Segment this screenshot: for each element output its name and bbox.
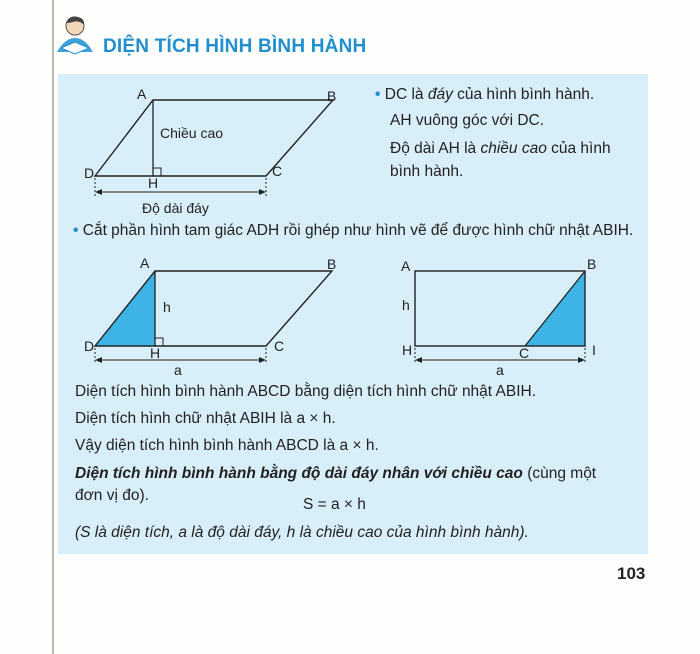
fig1-label-b: B bbox=[327, 88, 337, 104]
fig3-label-i: I bbox=[592, 342, 596, 358]
page-number: 103 bbox=[617, 564, 646, 583]
fig2-label-c: C bbox=[274, 338, 285, 354]
bullet-icon: • bbox=[375, 86, 381, 103]
area-formula: S = a × h bbox=[303, 496, 366, 513]
formula-note: (S là diện tích, a là độ dài đáy, h là chiều cao của hình bình hành). bbox=[75, 524, 529, 541]
fig2-label-a-base: a bbox=[174, 362, 182, 378]
paragraph-2: Diện tích hình chữ nhật ABIH là a × h. bbox=[75, 410, 336, 427]
book-spine-line bbox=[52, 0, 54, 654]
parallelogram-figure-2 bbox=[80, 256, 360, 376]
fig2-label-b: B bbox=[327, 256, 337, 272]
definition-line-2: AH vuông góc với DC. bbox=[390, 112, 545, 129]
definition-line-1: • DC là đáy của hình bình hành. bbox=[375, 86, 595, 103]
fig2-label-d: D bbox=[84, 338, 95, 354]
fig3-label-b: B bbox=[587, 256, 597, 272]
rectangle-figure-3 bbox=[400, 256, 610, 376]
fig2-label-a: A bbox=[140, 255, 150, 271]
instruction-text: • Cắt phần hình tam giác ADH rồi ghép như hình vẽ để được hình chữ nhật ABIH. bbox=[73, 222, 634, 239]
fig3-label-h: h bbox=[402, 297, 410, 313]
fig3-label-a-base: a bbox=[496, 362, 504, 378]
fig3-label-c: C bbox=[519, 345, 530, 361]
page-title: DIỆN TÍCH HÌNH BÌNH HÀNH bbox=[103, 36, 367, 57]
fig1-height-label: Chiều cao bbox=[160, 125, 224, 141]
fig1-label-d: D bbox=[84, 165, 95, 181]
fig3-label-h-point: H bbox=[402, 342, 413, 358]
section-header bbox=[0, 0, 700, 74]
fig1-label-h: H bbox=[148, 175, 159, 191]
fig1-base-label: Độ dài đáy bbox=[142, 200, 209, 216]
definition-line-3: Độ dài AH là chiều cao của hình bbox=[390, 140, 611, 157]
fig2-label-h: h bbox=[163, 299, 171, 315]
fig1-label-a: A bbox=[137, 86, 147, 102]
fig2-label-h-point: H bbox=[150, 345, 161, 361]
fig3-label-a: A bbox=[401, 258, 411, 274]
fig1-label-c: C bbox=[272, 163, 283, 179]
boy-reading-icon bbox=[55, 14, 97, 56]
rule-line-1: Diện tích hình bình hành bằng độ dài đáy nhân với chiều cao (cùng một bbox=[75, 465, 597, 482]
rule-line-2: đơn vị đo). bbox=[75, 487, 149, 504]
parallelogram-figure-1 bbox=[80, 84, 360, 224]
paragraph-1: Diện tích hình bình hành ABCD bằng diện tích hình chữ nhật ABIH. bbox=[75, 383, 537, 400]
definition-line-4: bình hành. bbox=[390, 163, 464, 180]
paragraph-3: Vậy diện tích hình bình hành ABCD là a × h. bbox=[75, 437, 379, 454]
bullet-icon: • bbox=[73, 222, 79, 239]
